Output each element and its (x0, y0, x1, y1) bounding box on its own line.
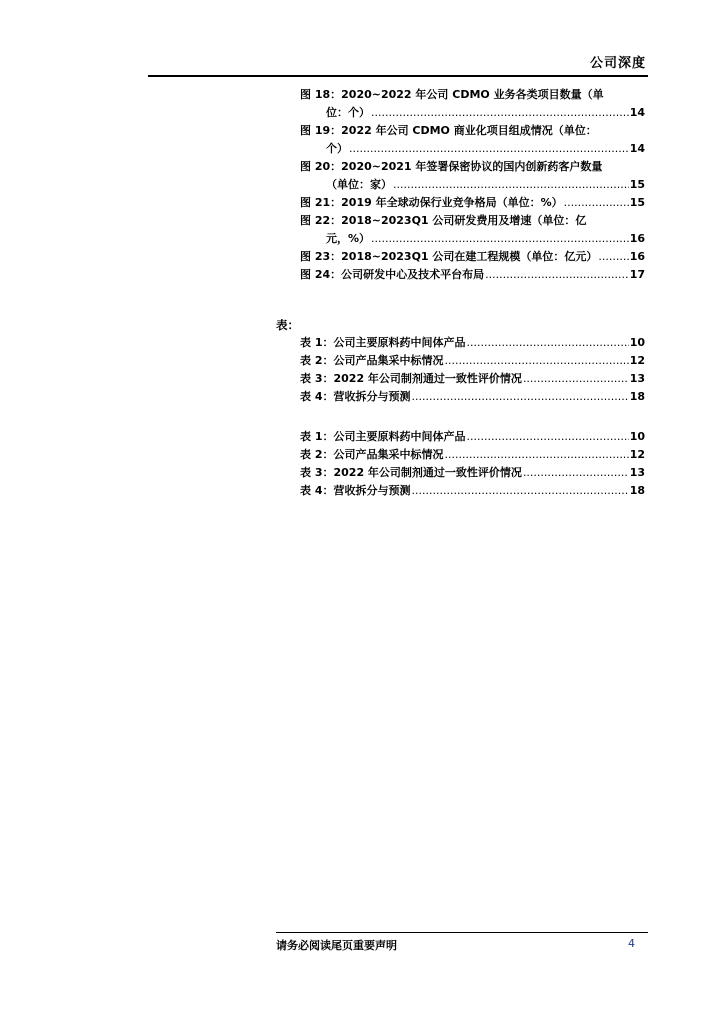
footer-page-number: 4 (628, 937, 635, 950)
leader-dots (466, 334, 628, 352)
toc-entry-figure-20[interactable]: 图 20：2020~2021 年签署保密协议的国内创新药客户数量 （单位：家） ..... 15 (300, 158, 645, 194)
page-number: 18 (629, 484, 645, 497)
leader-dots (349, 140, 629, 158)
toc-entry-table-3[interactable]: 表 3：2022 年公司制剂通过一致性评价情况 ..... 13 (300, 464, 645, 482)
leader-dots (444, 446, 628, 464)
leader-dots (523, 464, 629, 482)
toc-entry-figure-23[interactable]: 图 23：2018~2023Q1 公司在建工程规模（单位：亿元） ..... 16 (300, 248, 645, 266)
page-number: 12 (629, 448, 645, 461)
page-number: 14 (629, 106, 645, 119)
leader-dots (523, 370, 629, 388)
leader-dots (411, 388, 628, 406)
footer-divider (276, 932, 648, 933)
leader-dots (598, 248, 628, 266)
leader-dots (411, 482, 628, 500)
footer-disclaimer: 请务必阅读尾页重要声明 (276, 939, 397, 952)
page-number: 10 (629, 336, 645, 349)
leader-dots (444, 352, 628, 370)
toc-entry-table-3[interactable]: 表 3：2022 年公司制剂通过一致性评价情况 ..... 13 (300, 370, 645, 388)
leader-dots (564, 194, 629, 212)
tables-section-heading: 表： (276, 318, 299, 332)
page-number: 16 (629, 232, 645, 245)
page-number: 14 (629, 142, 645, 155)
tables-list (300, 334, 645, 406)
page-number: 15 (629, 196, 645, 209)
leader-dots (393, 176, 629, 194)
tables-list-repeat (300, 428, 645, 500)
page-number: 17 (629, 268, 645, 281)
header-divider (148, 75, 648, 77)
page-number: 18 (629, 390, 645, 403)
toc-entry-figure-22[interactable]: 图 22：2018~2023Q1 公司研发费用及增速（单位：亿 元，%） ..... 16 (300, 212, 645, 248)
page-number: 12 (629, 354, 645, 367)
toc-entry-table-4[interactable]: 表 4：营收拆分与预测 ..... 18 (300, 388, 645, 406)
leader-dots (485, 266, 629, 284)
toc-entry-figure-21[interactable]: 图 21：2019 年全球动保行业竞争格局（单位：%） ..... 15 (300, 194, 645, 212)
leader-dots (371, 104, 629, 122)
toc-entry-table-4[interactable]: 表 4：营收拆分与预测 ..... 18 (300, 482, 645, 500)
page-number: 16 (629, 250, 645, 263)
leader-dots (371, 230, 629, 248)
toc-entry-table-2[interactable]: 表 2：公司产品集采中标情况 ..... 12 (300, 446, 645, 464)
page-number: 15 (629, 178, 645, 191)
toc-entry-table-1[interactable]: 表 1：公司主要原料药中间体产品 ..... 10 (300, 428, 645, 446)
page-number: 13 (629, 466, 645, 479)
toc-entry-table-2[interactable]: 表 2：公司产品集采中标情况 ..... 12 (300, 352, 645, 370)
toc-entry-figure-19[interactable]: 图 19：2022 年公司 CDMO 商业化项目组成情况（单位： 个） ..... 14 (300, 122, 645, 158)
figures-list (300, 86, 645, 284)
page-number: 10 (629, 430, 645, 443)
document-section-title: 公司深度 (589, 56, 646, 71)
toc-entry-table-1[interactable]: 表 1：公司主要原料药中间体产品 ..... 10 (300, 334, 645, 352)
toc-entry-figure-18[interactable]: 图 18：2020~2022 年公司 CDMO 业务各类项目数量（单 位：个） ..... 14 (300, 86, 645, 122)
page-number: 13 (629, 372, 645, 385)
leader-dots (466, 428, 628, 446)
toc-entry-figure-24[interactable]: 图 24：公司研发中心及技术平台布局 ..... 17 (300, 266, 645, 284)
